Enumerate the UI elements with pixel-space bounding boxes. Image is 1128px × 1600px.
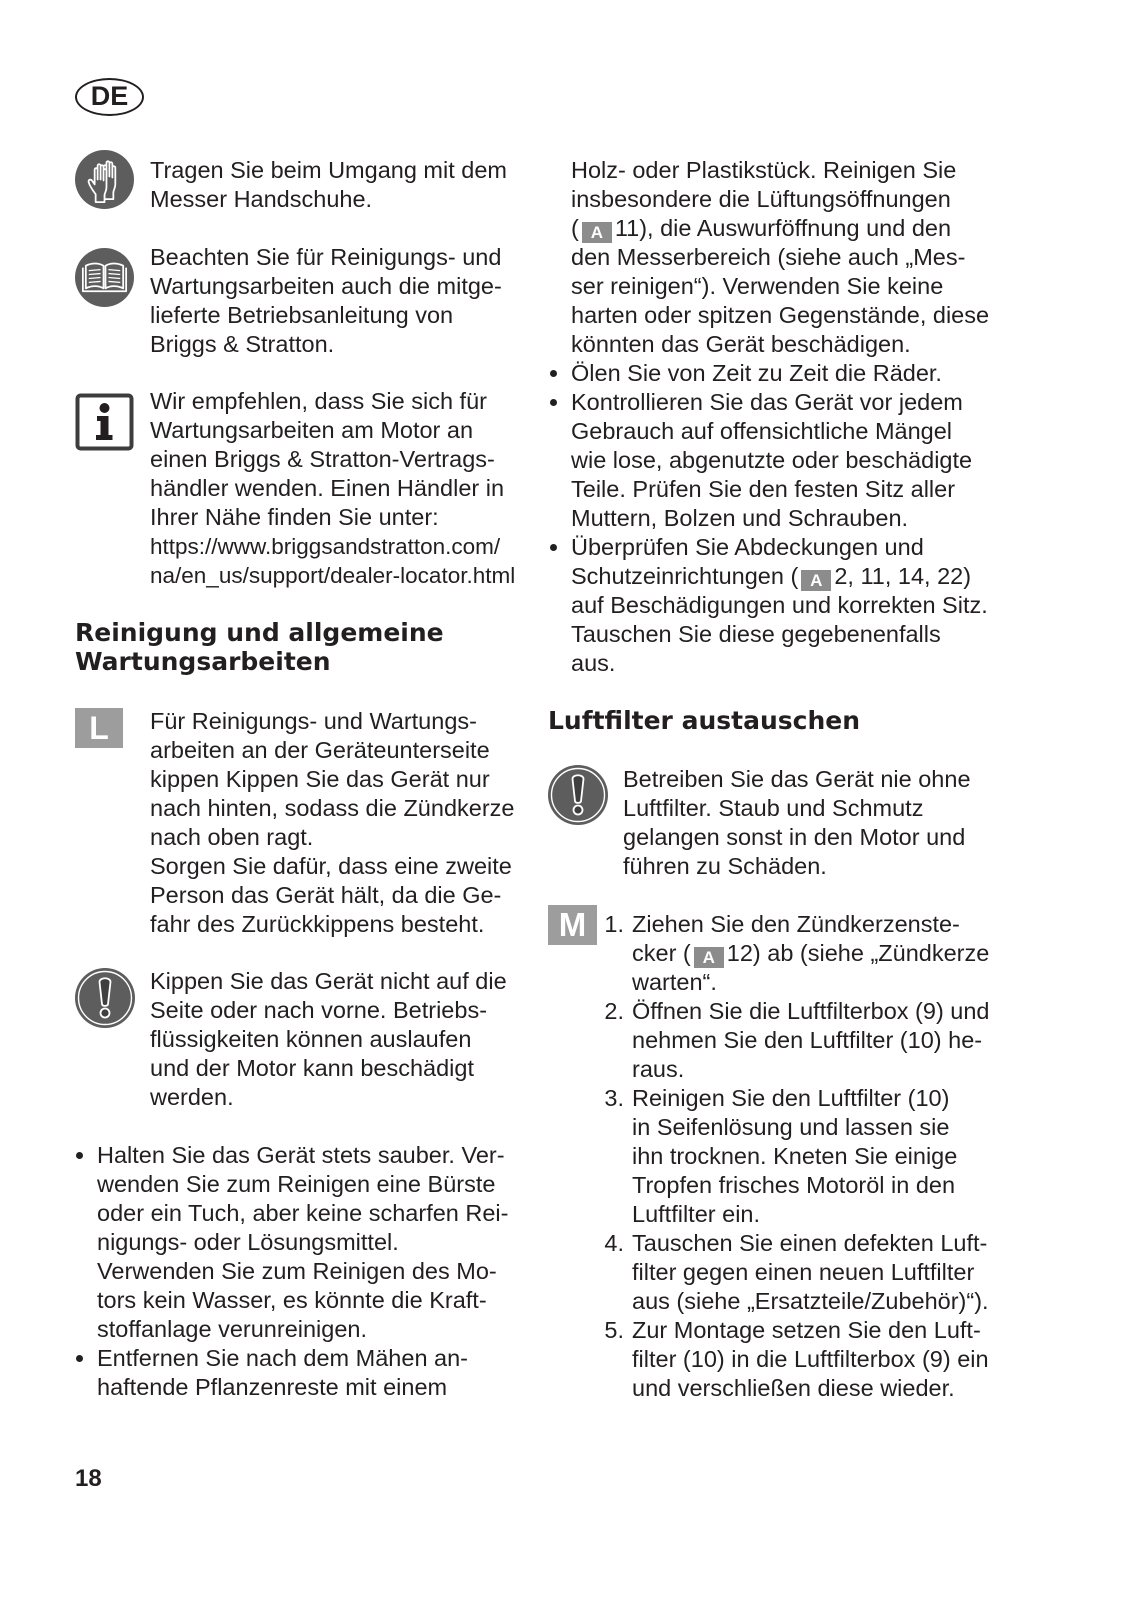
figure-a-badge: A (694, 947, 724, 968)
text-line: arbeiten an der Geräteunterseite (150, 737, 490, 763)
text-line: in Seifenlösung und lassen sie (632, 1114, 950, 1140)
text-segment: cker ( (632, 940, 691, 966)
text-line-with-figure-ref (632, 939, 990, 968)
text-line: Tragen Sie beim Umgang mit dem (150, 157, 507, 183)
text-line: den Messerbereich (siehe auch „Mes- (571, 244, 966, 270)
exclamation-dot (101, 1009, 110, 1018)
step-item (604, 910, 990, 997)
text-line: Wartungsarbeiten am Motor an (150, 417, 474, 443)
text-line: Wartungsarbeiten auch die mitge- (150, 273, 502, 299)
text-line: Überprüfen Sie Abdeckungen und (571, 534, 924, 560)
text-segment: 2, 11, 14, 22) (834, 563, 972, 589)
heading-line: Wartungsarbeiten (75, 647, 331, 676)
text-line: Teile. Prüfen Sie den festen Sitz aller (571, 476, 956, 502)
bullet-item (97, 1344, 508, 1402)
text-line: Öffnen Sie die Luftfilterbox (9) und (632, 998, 990, 1024)
text-line: Seite oder nach vorne. Betriebs- (150, 997, 488, 1023)
text-line: Ziehen Sie den Zündkerzenste- (632, 911, 960, 937)
heading-line: Reinigung und allgemeine (75, 618, 444, 647)
text-line: raus. (632, 1056, 685, 1082)
bullet-marker (76, 1152, 83, 1159)
text-line: ihn trocknen. Kneten Sie einige (632, 1143, 958, 1169)
text-line: auf Beschädigungen und korrekten Sitz. (571, 592, 988, 618)
text-line: stoffanlage verunreinigen. (97, 1316, 368, 1342)
text-line: werden. (150, 1084, 234, 1110)
text-line: Kontrollieren Sie das Gerät vor jedem (571, 389, 963, 415)
warning-note (150, 967, 507, 1112)
text-line: Tropfen frisches Motoröl in den (632, 1172, 956, 1198)
text-line: Kippen Sie das Gerät nicht auf die (150, 968, 507, 994)
text-line: lieferte Betriebsanleitung von (150, 302, 454, 328)
warning-icon (75, 968, 135, 1028)
info-note (150, 387, 515, 590)
step-number: 2. (604, 998, 624, 1024)
text-line: insbesondere die Lüftungsöffnungen (571, 186, 951, 212)
dealer-locator-url-line: https://www.briggsandstratton.com/ (150, 534, 501, 559)
info-dot (100, 403, 110, 413)
text-line: Reinigen Sie den Luftfilter (10) (632, 1085, 950, 1111)
gloves-icon (75, 150, 134, 209)
text-line: Messer Handschuhe. (150, 186, 373, 212)
step-number: 5. (604, 1317, 624, 1343)
text-line: führen zu Schäden. (623, 853, 827, 879)
text-line: aus (siehe „Ersatzteile/Zubehör)“). (632, 1288, 989, 1314)
text-line: Entfernen Sie nach dem Mähen an- (97, 1345, 469, 1371)
air-filter-steps (604, 910, 990, 1403)
text-segment: 12) ab (siehe „Zündkerze (726, 940, 990, 966)
text-line: flüssigkeiten können auslaufen (150, 1026, 472, 1052)
text-line: Person das Gerät hält, da die Ge- (150, 882, 502, 908)
text-line: händler wenden. Einen Händler in (150, 475, 505, 501)
warning-icon (548, 765, 608, 825)
text-line: gelangen sonst in den Motor und (623, 824, 966, 850)
language-badge: DE (75, 78, 144, 116)
bullet-marker (550, 544, 557, 551)
text-line: filter gegen einen neuen Luftfilter (632, 1259, 975, 1285)
text-segment: 11), die Auswurföffnung und den (614, 215, 952, 241)
text-line: Zur Montage setzen Sie den Luft- (632, 1317, 981, 1343)
step-number: 3. (604, 1085, 624, 1111)
text-line: warten“. (632, 969, 717, 995)
exclamation-bar (573, 775, 584, 803)
step-item (604, 997, 990, 1084)
page-number: 18 (75, 1465, 102, 1492)
text-line: ser reinigen“). Verwenden Sie keine (571, 273, 944, 299)
text-line: harten oder spitzen Gegenstände, diese (571, 302, 990, 328)
text-line: Tauschen Sie einen defekten Luft- (632, 1230, 988, 1256)
cleaning-continued (571, 156, 989, 678)
text-line: nigungs- oder Lösungsmittel. (97, 1229, 399, 1255)
dealer-locator-url-line: na/en_us/support/dealer-locator.html (150, 563, 516, 588)
text-line: wenden Sie zum Reinigen eine Bürste (97, 1171, 496, 1197)
text-line: aus. (571, 650, 616, 676)
text-line: kippen Kippen Sie das Gerät nur (150, 766, 490, 792)
text-line: Gebrauch auf offensichtliche Mängel (571, 418, 953, 444)
bullet-marker (550, 370, 557, 377)
text-line: Luftfilter ein. (632, 1201, 761, 1227)
book-icon (75, 248, 134, 307)
text-segment: Schutzeinrichtungen ( (571, 563, 799, 589)
text-line: fahr des Zurückkippens besteht. (150, 911, 485, 937)
bullet-marker (76, 1355, 83, 1362)
text-line: haftende Pflanzenreste mit einem (97, 1374, 448, 1400)
step-item (604, 1084, 990, 1229)
text-line: tors kein Wasser, es könnte die Kraft- (97, 1287, 487, 1313)
text-line: wie lose, abgenutzte oder beschädigte (571, 447, 973, 473)
air-filter-warning-note (623, 765, 971, 881)
manual-note (150, 243, 502, 359)
text-line: oder ein Tuch, aber keine scharfen Rei- (97, 1200, 509, 1226)
heading-line: Luftfilter austauschen (548, 706, 861, 735)
cleaning-bullet-list (97, 1141, 508, 1402)
text-line: filter (10) in die Luftfilterbox (9) ein (632, 1346, 989, 1372)
text-line: Für Reinigungs- und Wartungs- (150, 708, 477, 734)
text-line: Beachten Sie für Reinigungs- und (150, 244, 502, 270)
text-line-with-figure-ref (571, 562, 989, 591)
exclamation-dot (574, 806, 583, 815)
tilting-note (150, 707, 514, 939)
text-line: und verschließen diese wieder. (632, 1375, 955, 1401)
step-item (604, 1316, 990, 1403)
text-line: Betreiben Sie das Gerät nie ohne (623, 766, 971, 792)
text-line: Luftfilter. Staub und Schmutz (623, 795, 924, 821)
icon-background (75, 248, 134, 307)
bullet-marker (550, 399, 557, 406)
gloves-note (150, 156, 507, 214)
bullet-item (571, 388, 989, 533)
text-line: Ihrer Nähe finden Sie unter: (150, 504, 439, 530)
text-line: einen Briggs & Stratton-Vertrags- (150, 446, 495, 472)
text-line: könnten das Gerät beschädigen. (571, 331, 911, 357)
step-number: 1. (604, 911, 624, 937)
text-line: Briggs & Stratton. (150, 331, 335, 357)
step-item (604, 1229, 990, 1316)
text-line: nach oben ragt. (150, 824, 314, 850)
text-line: Halten Sie das Gerät stets sauber. Ver- (97, 1142, 505, 1168)
text-line: nach hinten, sodass die Zündkerze (150, 795, 515, 821)
bullet-item (97, 1141, 508, 1344)
figure-a-badge: A (582, 222, 612, 243)
info-icon (75, 393, 134, 451)
step-number: 4. (604, 1230, 624, 1256)
text-line: und der Motor kann beschädigt (150, 1055, 474, 1081)
text-line-with-figure-ref (571, 214, 989, 243)
text-segment: ( (571, 215, 579, 241)
section-heading-air-filter (548, 706, 860, 735)
text-line: nehmen Sie den Luftfilter (10) he- (632, 1027, 983, 1053)
text-line: Wir empfehlen, dass Sie sich für (150, 388, 487, 414)
text-line: Ölen Sie von Zeit zu Zeit die Räder. (571, 360, 942, 386)
bullet-item (571, 533, 989, 678)
text-line: Muttern, Bolzen und Schrauben. (571, 505, 909, 531)
figure-l-badge: L (75, 708, 123, 748)
text-line: Verwenden Sie zum Reinigen des Mo- (97, 1258, 497, 1284)
section-heading-cleaning (75, 618, 444, 676)
text-line: Holz- oder Plastikstück. Reinigen Sie (571, 157, 957, 183)
figure-m-badge: M (548, 905, 597, 945)
exclamation-bar (100, 978, 111, 1006)
bullet-item (571, 359, 989, 388)
figure-a-badge: A (801, 570, 831, 591)
text-line: Sorgen Sie dafür, dass eine zweite (150, 853, 512, 879)
text-line: Tauschen Sie diese gegebenenfalls (571, 621, 941, 647)
